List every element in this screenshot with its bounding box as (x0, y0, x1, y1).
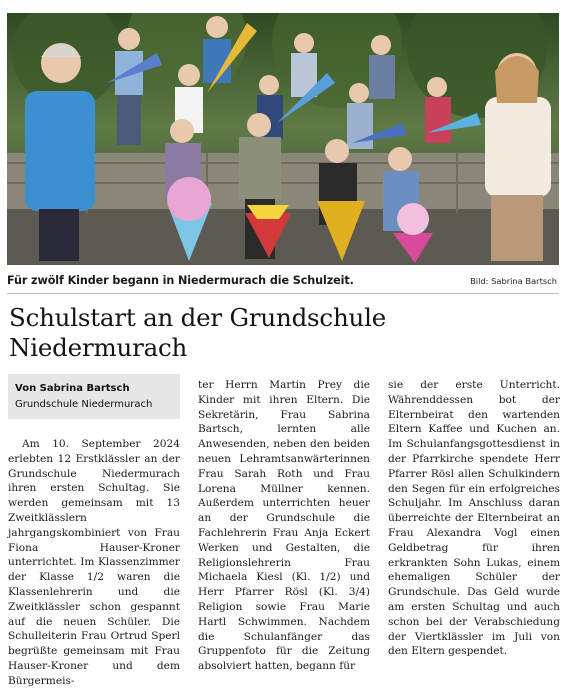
article-column-2: ter Herrn Martin Prey die Kinder mit ihren Eltern. Die Sekretärin, Frau Sabrina Bartsch, lernten alle Anwesenden, neben den beiden neuen Lehramtsanwärterinnen Frau Sarah Roth und Frau Lorena Müllner kennen. Außerdem unterrichten heuer an der Grundschule die Fachlehrerin Frau Anja Eckert Werken und Gestalten, die Religionslehrerin Frau Michaela Kiesl (Kl. 1/2) und Herr Pfarrer Rösl (Kl. 3/4) Religion sowie Frau Marie Hartl Schwimmen. Nachdem die Schulanfänger das Gruppenfoto für die Zeitung absolviert hatten, begann für (198, 379, 370, 673)
group-photo-illustration (7, 13, 559, 265)
article-column-1: Am 10. September 2024 erlebten 12 Erstklässler an der Grundschule Niedermurach ihren ersten Schultag. Sie werden gemeinsam mit 13 Zweitklässlern jahrgangskombiniert von Frau Fiona Hauser-Kroner unterrichtet. Im Klassenzimmer der Klasse 1/2 waren die Klassenlehrerin und die Zweitklässler schon gespannt auf die neuen Schüler. Die Schulleiterin Frau Ortrud Sperl begrüßte gemeinsam mit Frau Hauser-Kroner und dem Bürgermeis- (8, 438, 180, 687)
photo-caption: Für zwölf Kinder begann in Niedermurach die Schulzeit. (7, 274, 354, 287)
byline-box (8, 374, 180, 419)
group-photo (7, 13, 559, 265)
headline-line-2: Niedermurach (9, 333, 188, 362)
divider (7, 293, 559, 294)
headline-line-1: Schulstart an der Grundschule (9, 303, 387, 332)
headline (9, 303, 554, 363)
caption-row (7, 274, 559, 290)
byline-author: Von Sabrina Bartsch (15, 383, 130, 394)
article-column-3: sie der erste Unterricht. Währenddessen bot der Elternbeirat den wartenden Eltern Kaffee und Kuchen an. Im Schulanfangsgottesdienst in der Pfarrkirche spendete Herr Pfarrer Rösl allen Schulkindern den Segen für ein erfolgreiches Schuljahr. Im Anschluss daran überreichte der Elternbeirat an Frau Alexandra Vogl einen Geldbetrag für ihren erkrankten Sohn Lukas, einem ehemaligen Schüler der Grundschule. Das Geld wurde am ersten Schultag und auch schon bei der Verabschiedung der Viertklässler im Juli von den Eltern gespendet. (388, 379, 560, 658)
photo-credit: Bild: Sabrina Bartsch (470, 276, 557, 286)
byline-organization: Grundschule Niedermurach (15, 399, 153, 410)
